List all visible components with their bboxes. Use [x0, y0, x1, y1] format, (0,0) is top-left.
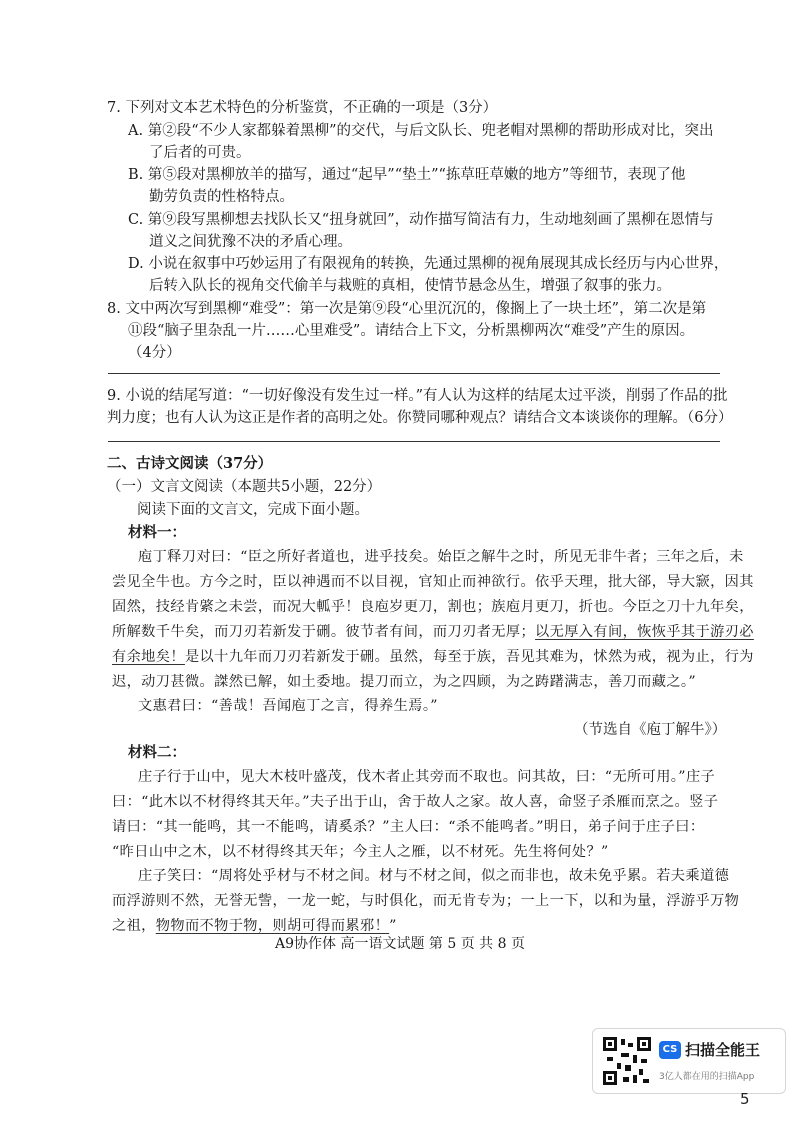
qr-code-icon — [603, 1037, 651, 1085]
material-2-line: 庄子行于山中，见大木枝叶盛茂，伐木者止其旁而不取也。问其故，曰：“无所可用。”庄子 — [138, 769, 716, 785]
answer-line-q9 — [108, 441, 720, 442]
material-1-line: 迟，动刀甚微。謋然已解，如土委地。提刀而立，为之四顾，为之踌躇满志，善刀而藏之。” — [112, 674, 697, 690]
instructions: 阅读下面的文言文，完成下面小题。 — [137, 502, 369, 518]
material-1-text: 是以十九年而刀刃若新发于硎。虽然，每至于族，吾见其难为，怵然为戒，视为止，行为 — [184, 649, 754, 665]
q7-stem: 7. 下列对文本艺术特色的分析鉴赏，不正确的一项是（3分） — [107, 100, 498, 116]
subsection-title: （一）文言文阅读（本题共5小题，22分） — [107, 479, 382, 495]
q8-line-1: 8. 文中两次写到黑柳“难受”：第一次是第⑨段“心里沉沉的，像搁上了一块土坯”，第二次是第 — [107, 301, 707, 317]
page-footer: A9协作体 高一语文试题 第 5 页 共 8 页 — [275, 936, 525, 952]
q8-line-2: ⑪段“脑子里杂乱一片……心里难受”。请结合上下文，分析黑柳两次“难受”产生的原因。 — [128, 323, 695, 339]
material-2-text: ” — [389, 918, 397, 934]
material-1-line — [112, 622, 754, 642]
material-2-line: 请曰：“其一能鸣，其一不能鸣，请奚杀？”主人曰：“杀不能鸣者。”明日，弟子问于庄子曰： — [112, 819, 705, 835]
answer-line-q8 — [108, 373, 720, 374]
scanner-watermark — [592, 1028, 786, 1094]
app-logo-icon: CS — [659, 1041, 681, 1059]
q7-option-a: A. 第②段“不少人家都躲着黑柳”的交代，与后文队长、兜老帽对黑柳的帮助形成对比，突出 — [128, 123, 714, 139]
material-2-title: 材料二： — [128, 744, 186, 761]
material-2-line: 庄子笑曰：“周将处乎材与不材之间。材与不材之间，似之而非也，故未免乎累。若夫乘道德 — [138, 868, 730, 884]
app-tagline: 3亿人都在用的扫描App — [659, 1072, 755, 1082]
q7-option-c: C. 第⑨段写黑柳想去找队长又“扭身就回”，动作描写简洁有力，生动地刻画了黑柳在恩情与 — [128, 212, 714, 228]
section-title: 二、古诗文阅读（37分） — [107, 455, 273, 472]
material-1-line: 文惠君曰：“善哉！吾闻庖丁之言，得养生焉。” — [138, 698, 438, 714]
underlined-sentence-cont: 有余地矣！ — [112, 649, 185, 665]
material-2-text: 之祖， — [112, 918, 156, 934]
underlined-sentence: 物物而不物于物，则胡可得而累邪！ — [155, 918, 390, 934]
material-1-text: 所解数千牛矣，而刀刃若新发于硎。彼节者有间，而刀刃者无厚； — [112, 624, 536, 640]
material-2-line: 曰：“此木以不材得终其天年。”夫子出于山，舍于故人之家。故人喜，命竖子杀雁而烹之。竖子 — [112, 794, 719, 810]
q7-option-a-cont: 了后者的可贵。 — [149, 145, 251, 161]
app-brand-name: 扫描全能王 — [685, 1041, 761, 1059]
q8-line-3: （4分） — [128, 345, 181, 361]
q7-option-b-cont: 勤劳负责的性格特点。 — [149, 189, 294, 205]
q7-option-d-cont: 后转入队长的视角交代偷羊与栽赃的真相，使情节悬念丛生，增强了叙事的张力。 — [149, 278, 671, 294]
underlined-sentence: 以无厚入有间，恢恢乎其于游刃必 — [535, 624, 754, 640]
material-1-line — [112, 647, 754, 667]
q9-line-2: 判力度；也有人认为这正是作者的高明之处。你赞同哪种观点？请结合文本谈谈你的理解。（6分） — [107, 410, 733, 426]
q7-option-c-cont: 道义之间犹豫不决的矛盾心理。 — [149, 234, 352, 250]
page-number: 5 — [740, 1090, 750, 1108]
material-2-line: “昨日山中之木，以不材得终其天年；今主人之雁，以不材死。先生将何处？” — [112, 844, 609, 860]
material-1-line: 尝见全牛也。方今之时，臣以神遇而不以目视，官知止而神欲行。依乎天理，批大郤，导大窾，因其 — [112, 574, 754, 590]
material-1-source: （节选自《庖丁解牛》） — [574, 722, 727, 738]
q9-line-1: 9. 小说的结尾写道：“一切好像没有发生过一样。”有人认为这样的结尾太过平淡，削弱了作品的批 — [107, 388, 728, 404]
q7-option-b: B. 第⑤段对黑柳放羊的描写，通过“起早”“垫土”“拣草旺草嫩的地方”等细节，表现了他 — [128, 167, 686, 183]
material-1-line: 固然，技经肯綮之未尝，而况大軱乎！良庖岁更刀，割也；族庖月更刀，折也。今臣之刀十九年矣， — [112, 599, 754, 615]
material-1-title: 材料一： — [128, 524, 186, 541]
q7-option-d: D. 小说在叙事中巧妙运用了有限视角的转换，先通过黑柳的视角展现其成长经历与内心世界， — [128, 256, 729, 272]
material-2-line: 而浮游则不然，无誉无訾，一龙一蛇，与时俱化，而无肯专为；一上一下，以和为量，浮游乎万物 — [112, 893, 740, 909]
material-1-line: 庖丁释刀对曰：“臣之所好者道也，进乎技矣。始臣之解牛之时，所见无非牛者；三年之后，未 — [138, 549, 744, 565]
